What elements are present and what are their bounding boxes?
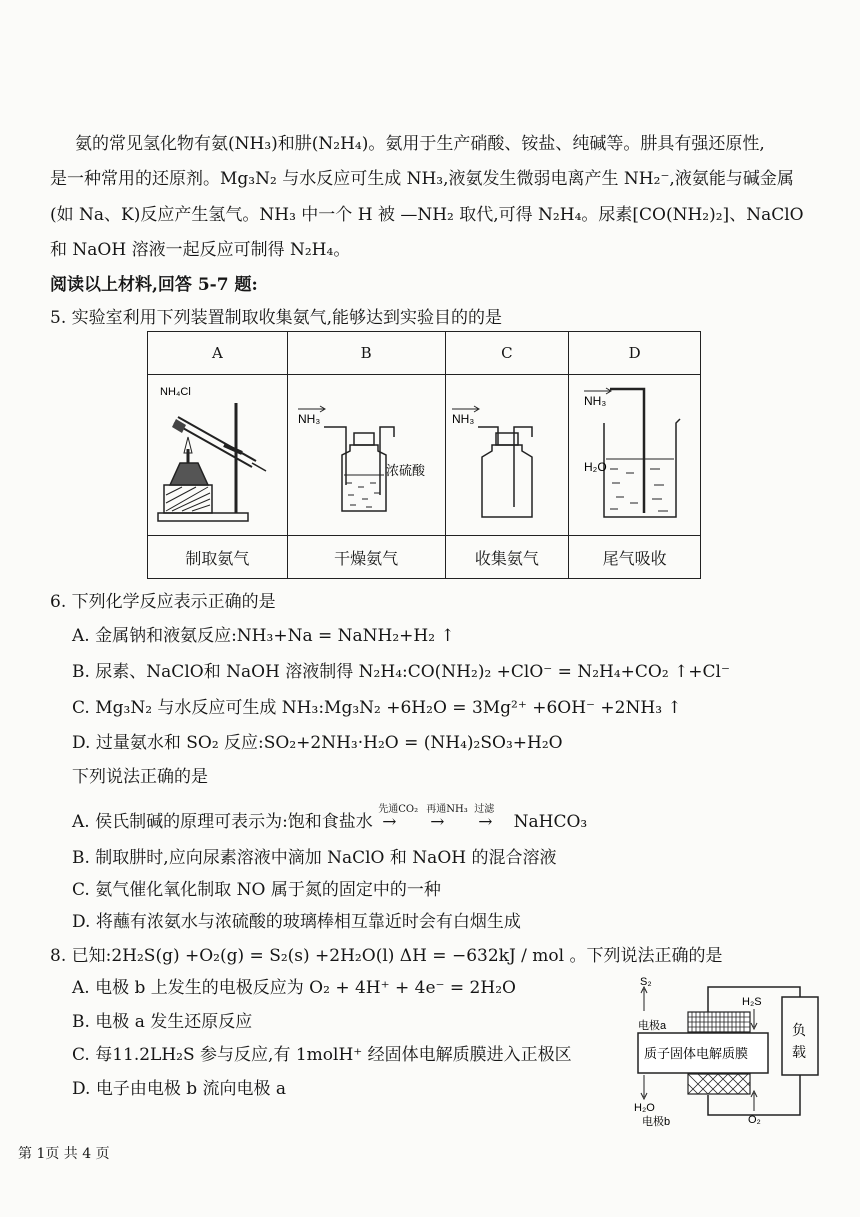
- q8-option-b: B. 电极 a 发生还原反应: [72, 1012, 253, 1032]
- caption-b: 干燥氨气: [287, 536, 445, 579]
- load-label-2: 载: [792, 1044, 806, 1060]
- h2o-label: H₂O: [634, 1102, 655, 1114]
- col-d-header: D: [569, 332, 701, 375]
- q7-option-a: [72, 804, 588, 834]
- intro-line-4: 和 NaOH 溶液一起反应可制得 N₂H₄。: [50, 240, 351, 260]
- nh3-label-c: NH₃: [451, 412, 475, 426]
- caption-a: 制取氨气: [148, 536, 288, 579]
- caption-d: 尾气吸收: [569, 536, 701, 579]
- acid-label: 浓硫酸: [386, 463, 426, 478]
- electrode-a-label: 电极a: [638, 1020, 667, 1032]
- arrow-1-icon: →: [382, 812, 397, 832]
- q6-option-c: C. Mg₃N₂ 与水反应可生成 NH₃:Mg₃N₂ +6H₂O = 3Mg²⁺ +6OH⁻ +2NH₃ ↑: [72, 698, 682, 718]
- apparatus-c: [445, 375, 569, 536]
- h2s-label: H₂S: [742, 996, 762, 1008]
- arrow-label-3: 过滤: [474, 804, 495, 815]
- q8-option-c: C. 每11.2LH₂S 参与反应,有 1molH⁺ 经固体电解质膜进入正极区: [72, 1045, 572, 1065]
- q6-option-a: A. 金属钠和液氨反应:NH₃+Na = NaNH₂+H₂ ↑: [72, 626, 455, 646]
- arrow-label-2: 再通NH₃: [426, 804, 468, 815]
- apparatus-d: [569, 375, 701, 536]
- q7-option-a-product: NaHCO₃: [513, 812, 588, 832]
- q6-option-b: B. 尿素、NaClO和 NaOH 溶液制得 N₂H₄:CO(NH₂)₂ +ClO⁻ = N₂H₄+CO₂ ↑+Cl⁻: [72, 662, 730, 682]
- q7-stem: 下列说法正确的是: [72, 767, 208, 787]
- nh4cl-label: NH₄Cl: [160, 386, 192, 398]
- q7-option-d: D. 将蘸有浓氨水与浓硫酸的玻璃棒相互靠近时会有白烟生成: [72, 912, 521, 932]
- arrow-3-icon: →: [478, 812, 493, 832]
- page-footer: 第 1页 共 4 页: [18, 1146, 110, 1162]
- beaker-absorption-icon: [570, 375, 700, 531]
- s2-label: S₂: [640, 976, 652, 988]
- fuel-cell-diagram: [628, 965, 838, 1130]
- col-a-header: A: [148, 332, 288, 375]
- intro-instruction: 阅读以上材料,回答 5-7 题:: [50, 275, 258, 295]
- gas-washing-bottle-icon: [288, 375, 444, 531]
- intro-line-1: 氨的常见氢化物有氨(NH₃)和肼(N₂H₄)。氨用于生产硝酸、铵盐、纯碱等。肼具有强还原性,: [75, 134, 765, 154]
- o2-label: O₂: [748, 1114, 761, 1126]
- intro-line-3: (如 Na、K)反应产生氢气。NH₃ 中一个 H 被 —NH₂ 取代,可得 N₂H₄。尿素[CO(NH₂)₂]、NaClO: [50, 205, 804, 225]
- gas-collection-bottle-icon: [446, 375, 568, 531]
- nh3-label-d: NH₃: [583, 394, 606, 408]
- heating-apparatus-icon: [148, 375, 286, 531]
- q5-stem: 5. 实验室利用下列装置制取收集氨气,能够达到实验目的的是: [50, 308, 503, 328]
- membrane-label: 质子固体电解质膜: [644, 1046, 749, 1061]
- load-label-1: 负: [792, 1022, 806, 1038]
- q6-stem: 6. 下列化学反应表示正确的是: [50, 592, 276, 612]
- q6-option-d: D. 过量氨水和 SO₂ 反应:SO₂+2NH₃·H₂O = (NH₄)₂SO₃+H₂O: [72, 733, 563, 753]
- q8-option-d: D. 电子由电极 b 流向电极 a: [72, 1079, 287, 1099]
- arrow-2-icon: →: [430, 812, 445, 832]
- caption-c: 收集氨气: [445, 536, 569, 579]
- reaction-arrows: [378, 804, 508, 834]
- q7-option-b: B. 制取肼时,应向尿素溶液中滴加 NaClO 和 NaOH 的混合溶液: [72, 848, 557, 868]
- q7-option-c: C. 氨气催化氧化制取 NO 属于氮的固定中的一种: [72, 880, 441, 900]
- col-b-header: B: [287, 332, 445, 375]
- apparatus-table: [147, 331, 701, 579]
- q8-option-a: A. 电极 b 上发生的电极反应为 O₂ + 4H⁺ + 4e⁻ = 2H₂O: [72, 978, 516, 998]
- arrow-label-1: 先通CO₂: [378, 804, 419, 815]
- q8-stem: 8. 已知:2H₂S(g) +O₂(g) = S₂(s) +2H₂O(l) ΔH = −632kJ / mol 。下列说法正确的是: [50, 946, 723, 966]
- apparatus-b: [287, 375, 445, 536]
- intro-line-2: 是一种常用的还原剂。Mg₃N₂ 与水反应可生成 NH₃,液氨发生微弱电离产生 NH₂⁻,液氨能与碱金属: [50, 169, 794, 189]
- nh3-label-b: NH₃: [298, 412, 321, 426]
- q7-option-a-prefix: A. 侯氏制碱的原理可表示为:饱和食盐水: [72, 812, 373, 832]
- electrode-b-label: 电极b: [642, 1116, 671, 1128]
- apparatus-a: [148, 375, 288, 536]
- col-c-header: C: [445, 332, 569, 375]
- water-label: H₂O: [583, 460, 607, 474]
